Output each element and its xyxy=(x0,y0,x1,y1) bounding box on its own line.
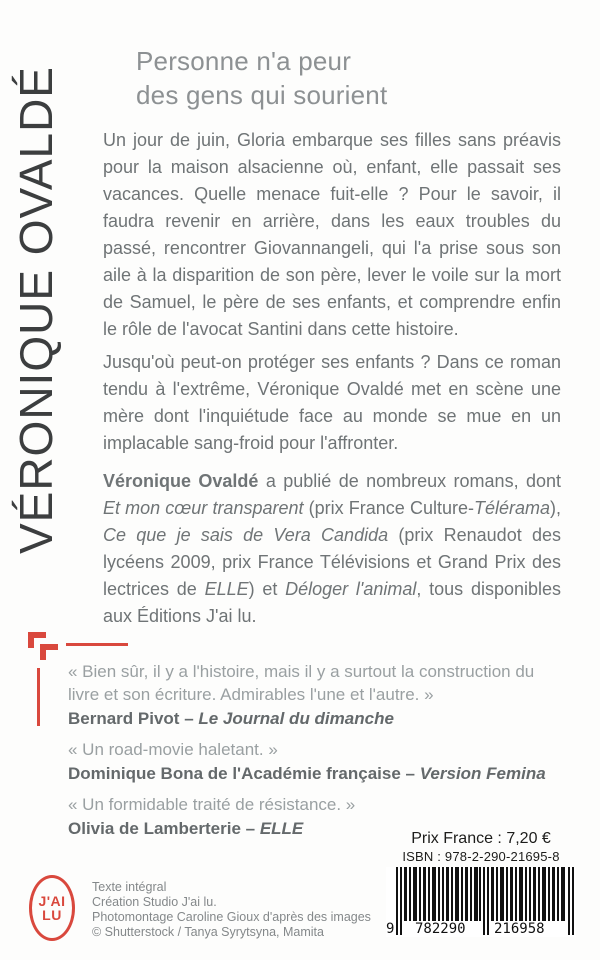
spine-author xyxy=(8,66,64,554)
accent-horizontal-rule xyxy=(66,643,128,646)
credit-line: Texte intégral xyxy=(92,880,167,894)
barcode-digit-group: 216958 xyxy=(491,921,548,937)
quote-text: « Un road-movie haletant. » xyxy=(68,740,278,759)
book-title-line1: Personne n'a peur xyxy=(136,46,352,76)
jai-lu-logo-line2: LU xyxy=(42,907,62,923)
price-isbn-block xyxy=(378,829,584,937)
press-quotes xyxy=(68,660,568,848)
quote-mark-shape xyxy=(40,644,58,660)
book-title xyxy=(136,44,387,112)
brand-quote-icon xyxy=(28,632,64,668)
book-title-line2: des gens qui sourient xyxy=(136,80,388,110)
credit-line: Photomontage Caroline Gioux d'après des images xyxy=(92,910,371,924)
credit-line: Création Studio J'ai lu. xyxy=(92,895,217,909)
price-label: Prix France : 7,20 € xyxy=(411,830,551,847)
press-quote xyxy=(68,738,568,786)
isbn-label: ISBN : 978-2-290-21695-8 xyxy=(402,849,560,864)
barcode-digit-group: 782290 xyxy=(412,921,469,937)
synopsis-paragraph-1: Un jour de juin, Gloria embarque ses filles sans préavis pour la maison alsacienne où, enfant, elle passait ses vacances. Quelle menace fuit-elle ? Pour le savoir, il faudra revenir en arrière, dans les eaux troubles du passé, rencontrer Giovannangeli, qui l'a prise sous son aile à la disparition de son père, lever le voile sur la mort de Samuel, le père de ses enfants, et comprendre enfin le rôle de l'avocat Santini dans cette histoire. xyxy=(103,130,561,339)
barcode-digits xyxy=(386,921,576,937)
synopsis-paragraph-2: Jusqu'où peut-on protéger ses enfants ? Dans ce roman tendu à l'extrême, Véronique Ovaldé met en scène une mère dont l'inquiétude face au monde se mue en un implacable sang-froid pour l'affronter. xyxy=(103,352,561,453)
barcode xyxy=(386,867,576,937)
quote-text: « Bien sûr, il y a l'histoire, mais il y a surtout la construction du livre et son écriture. Admirables l'une et l'autre. » xyxy=(68,662,535,704)
spine-author-text: VÉRONIQUE OVALDÉ xyxy=(10,65,62,555)
quote-attribution: Dominique Bona de l'Académie française – Version Femina xyxy=(68,764,546,783)
jai-lu-logo xyxy=(29,875,75,941)
barcode-digit-group: 9 xyxy=(386,921,395,937)
press-quote xyxy=(68,660,568,731)
accent-vertical-rule xyxy=(37,668,40,726)
credits-block xyxy=(92,880,371,940)
quote-attribution: Bernard Pivot – Le Journal du dimanche xyxy=(68,709,394,728)
quote-text: « Un formidable traité de résistance. » xyxy=(68,795,356,814)
author-bio: Véronique Ovaldé a publié de nombreux romans, dont Et mon cœur transparent (prix France Culture-Télérama), Ce que je sais de Vera Candida (prix Renaudot des lycéens 2009, prix France Télévisions et Grand Prix des lectrices de ELLE) et Déloger l'animal, tous disponibles aux Éditions J'ai lu. xyxy=(103,471,562,626)
credit-line: © Shutterstock / Tanya Syrytsyna, Mamita xyxy=(92,925,324,939)
jai-lu-logo-line1: J'AI xyxy=(38,893,66,909)
quote-attribution: Olivia de Lamberterie – ELLE xyxy=(68,819,304,838)
